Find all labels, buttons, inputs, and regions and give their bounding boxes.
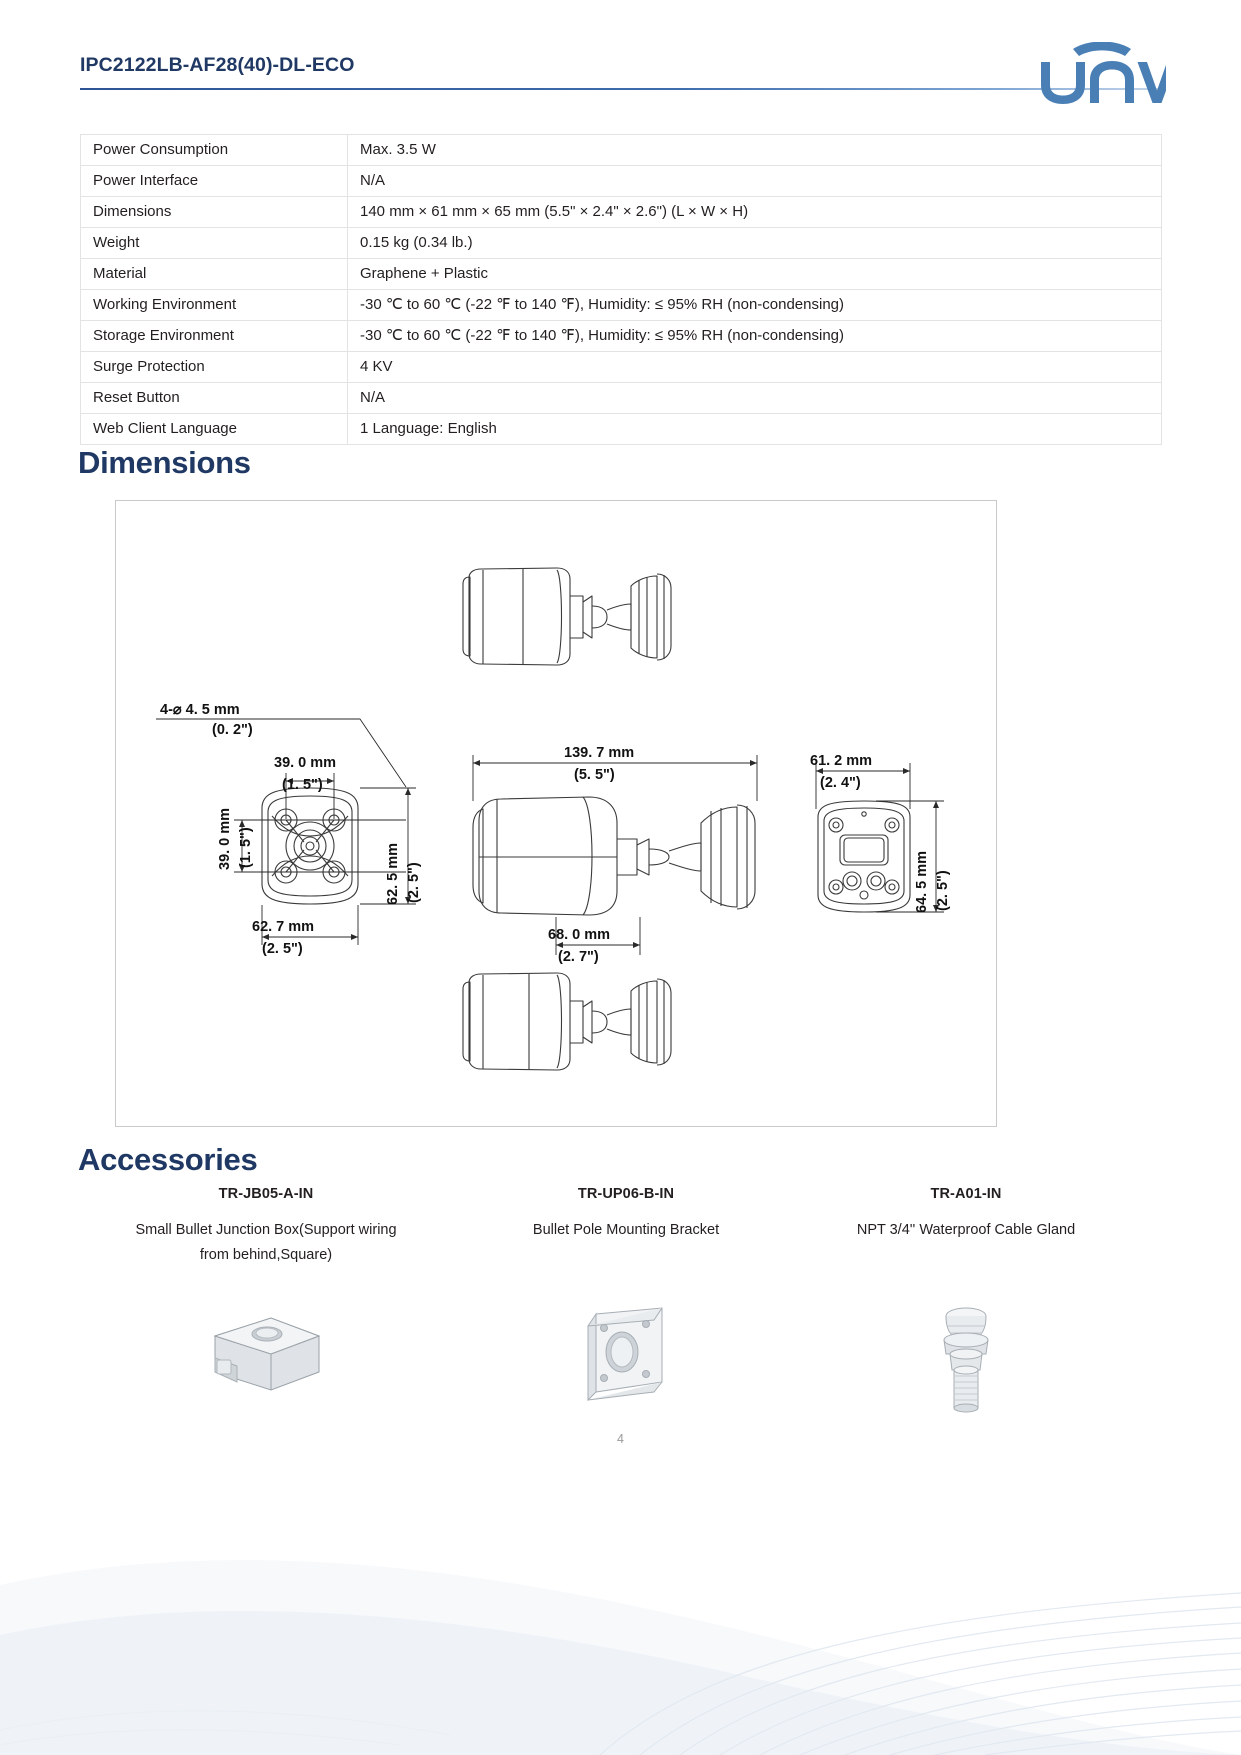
- page-number: 4: [617, 1432, 624, 1446]
- spec-value: N/A: [348, 383, 1162, 414]
- callout-side-length-in: (5. 5"): [574, 767, 615, 783]
- callout-side-length-mm: 139. 7 mm: [564, 745, 635, 761]
- callout-front-width-in: (2. 4"): [820, 775, 861, 791]
- table-row: [81, 383, 1162, 414]
- cable-gland-icon: [916, 1296, 1016, 1426]
- table-row: [81, 259, 1162, 290]
- callout-front-height-mm: 64. 5 mm: [914, 850, 930, 913]
- accessory-description-line1: Small Bullet Junction Box(Support wiring: [135, 1222, 397, 1238]
- spec-value: Graphene + Plastic: [348, 259, 1162, 290]
- dimension-drawings: [116, 501, 994, 1124]
- callout-side-height-in: (2. 7"): [558, 949, 599, 965]
- unv-logo-icon: [1036, 42, 1166, 104]
- callout-front-width-mm: 61. 2 mm: [810, 753, 873, 769]
- spec-value: Max. 3.5 W: [348, 135, 1162, 166]
- callout-rear-outer-h-mm: 62. 5 mm: [385, 842, 401, 905]
- camera-front-view: [818, 801, 910, 912]
- accessory-model: TR-JB05-A-IN: [218, 1186, 314, 1202]
- spec-value: 4 KV: [348, 352, 1162, 383]
- spec-value: 0.15 kg (0.34 lb.): [348, 228, 1162, 259]
- table-row: [81, 197, 1162, 228]
- specifications-table: [80, 134, 1162, 445]
- callout-rear-height-in: (1. 5"): [238, 827, 254, 868]
- callout-rear-outer-w-in: (2. 5"): [262, 941, 303, 957]
- spec-key: Material: [81, 259, 348, 290]
- dimensions-heading: Dimensions: [78, 445, 251, 480]
- accessory-item: [796, 1186, 1136, 1243]
- callout-hole-spec-mm: 4-⌀ 4. 5 mm: [160, 702, 240, 718]
- accessory-model: TR-UP06-B-IN: [577, 1186, 675, 1202]
- pole-mount-bracket-icon: [566, 1296, 686, 1416]
- table-row: [81, 352, 1162, 383]
- camera-bottom-view: [463, 973, 671, 1070]
- table-row: [81, 166, 1162, 197]
- callout-rear-outer-h-in: (2. 5"): [406, 862, 422, 903]
- camera-top-view: [463, 568, 671, 665]
- header-divider: [80, 88, 1162, 90]
- camera-rear-view: [262, 788, 358, 904]
- spec-value: N/A: [348, 166, 1162, 197]
- spec-key: Storage Environment: [81, 321, 348, 352]
- callout-rear-height-mm: 39. 0 mm: [217, 807, 233, 870]
- spec-key: Power Interface: [81, 166, 348, 197]
- spec-key: Power Consumption: [81, 135, 348, 166]
- callout-rear-width-mm: 39. 0 mm: [274, 755, 337, 771]
- accessories-heading: Accessories: [78, 1142, 258, 1177]
- table-row: [81, 135, 1162, 166]
- spec-value: -30 ℃ to 60 ℃ (-22 ℉ to 140 ℉), Humidity: ≤ 95% RH (non-condensing): [348, 290, 1162, 321]
- spec-key: Dimensions: [81, 197, 348, 228]
- spec-key: Weight: [81, 228, 348, 259]
- accessories-row: [80, 1186, 1162, 1426]
- callout-rear-outer-w-mm: 62. 7 mm: [252, 919, 315, 935]
- accessory-item: [456, 1186, 796, 1243]
- dimension-drawing-frame: [115, 500, 997, 1127]
- page-header: [80, 50, 1162, 110]
- spec-value: 1 Language: English: [348, 414, 1162, 445]
- junction-box-icon: [201, 1296, 331, 1406]
- table-row: [81, 414, 1162, 445]
- callout-front-height-in: (2. 5"): [935, 870, 951, 911]
- spec-key: Working Environment: [81, 290, 348, 321]
- rear-view-dimension-lines: [156, 719, 416, 945]
- table-body: [81, 135, 1162, 445]
- accessory-description-line2: from behind,Square): [199, 1247, 333, 1264]
- callout-side-height-mm: 68. 0 mm: [548, 927, 611, 943]
- accessory-model: TR-A01-IN: [930, 1186, 1002, 1202]
- table-row: [81, 290, 1162, 321]
- side-view-dimension-lines: [473, 755, 757, 955]
- accessory-item: [96, 1186, 436, 1269]
- page-title: IPC2122LB-AF28(40)-DL-ECO: [80, 54, 355, 76]
- spec-key: Web Client Language: [81, 414, 348, 445]
- callout-hole-spec-in: (0. 2"): [212, 722, 253, 738]
- dimension-labels: [160, 702, 951, 965]
- camera-side-view: [473, 797, 755, 915]
- table-row: [81, 321, 1162, 352]
- table-row: [81, 228, 1162, 259]
- accessory-description-line1: Bullet Pole Mounting Bracket: [532, 1222, 720, 1238]
- spec-value: -30 ℃ to 60 ℃ (-22 ℉ to 140 ℉), Humidity: ≤ 95% RH (non-condensing): [348, 321, 1162, 352]
- spec-key: Surge Protection: [81, 352, 348, 383]
- accessory-description-line1: NPT 3/4'' Waterproof Cable Gland: [856, 1222, 1076, 1238]
- callout-rear-width-in: (1. 5"): [282, 777, 323, 793]
- spec-key: Reset Button: [81, 383, 348, 414]
- spec-value: 140 mm × 61 mm × 65 mm (5.5" × 2.4" × 2.6") (L × W × H): [348, 197, 1162, 228]
